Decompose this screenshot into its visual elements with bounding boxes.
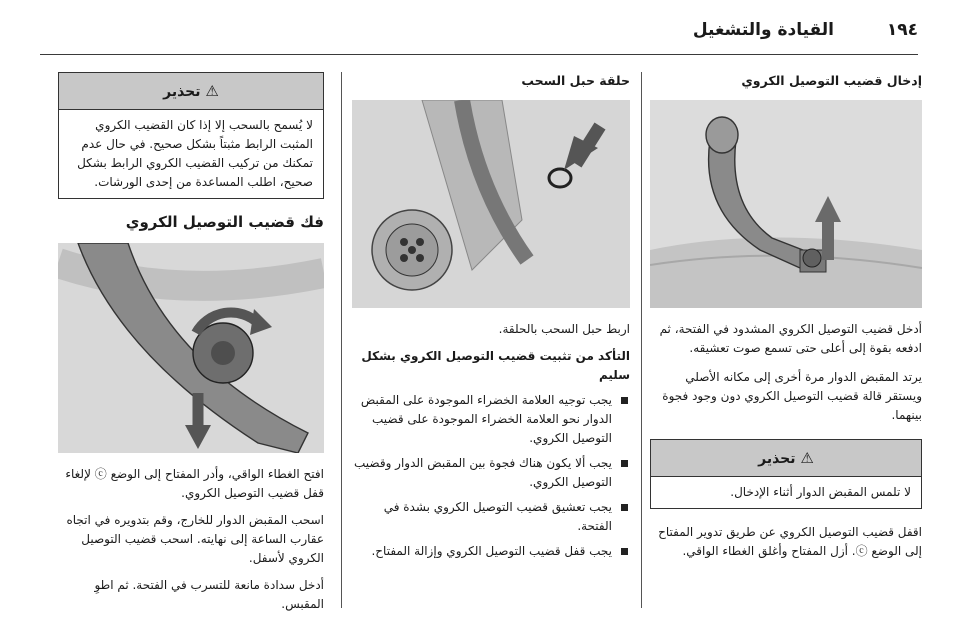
column-divider xyxy=(641,72,642,608)
warning-box xyxy=(650,439,922,509)
list-item: يجب قفل قضيب التوصيل الكروي وإزالة المفتاح. xyxy=(352,542,630,561)
paragraph: أدخل قضيب التوصيل الكروي المشدود في الفتحة، ثم ادفعه بقوة إلى أعلى حتى تسمع صوت تعشيقه. xyxy=(659,322,922,355)
column-insert-hitch xyxy=(650,72,922,561)
section-title: القيادة والتشغيل xyxy=(692,20,834,40)
warning-title: تحذير xyxy=(163,84,201,100)
bullet-square-icon xyxy=(621,397,628,404)
warning-title: تحذير xyxy=(758,451,796,467)
column-remove-hitch xyxy=(58,72,324,614)
figure-remove-hitch xyxy=(58,243,324,453)
warning-box xyxy=(58,72,324,199)
section-heading: حلقة حبل السحب xyxy=(521,73,630,88)
warning-text: لا تلمس المقبض الدوار أثناء الإدخال. xyxy=(730,485,911,499)
warning-triangle-icon: ⚠ xyxy=(800,449,814,467)
list-item: يجب تعشيق قضيب التوصيل الكروي بشدة في الفتحة. xyxy=(352,498,630,536)
warning-text: لا يُسمح بالسحب إلا إذا كان القضيب الكروي المثبت الرابط مثبتاً بشكل صحيح. في حال عدم تمكنك من تركيب القضيب الكروي الرابط بشكل صحيح، اطلب المساعدة من إحدى الورشات. xyxy=(77,118,313,189)
subheading: التأكد من تثبيت قضيب التوصيل الكروي بشكل سليم xyxy=(361,349,630,382)
page-header xyxy=(40,12,918,55)
paragraph: اقفل قضيب التوصيل الكروي عن طريق تدوير المفتاح إلى الوضع ⓒ. أزل المفتاح وأغلق الغطاء الواقي. xyxy=(658,525,922,558)
bullet-square-icon xyxy=(621,548,628,555)
figure-caption: اربط حبل السحب بالحلقة. xyxy=(498,322,630,336)
section-heading: فك قضيب التوصيل الكروي xyxy=(125,213,324,231)
warning-header xyxy=(651,440,921,477)
section-heading: إدخال قضيب التوصيل الكروي xyxy=(741,73,922,88)
figure-insert-hitch xyxy=(650,100,922,308)
list-item: يجب ألا يكون هناك فجوة بين المقبض الدوار وقضيب التوصيل الكروي. xyxy=(352,454,630,492)
checklist xyxy=(352,391,630,561)
figure-towing-eye xyxy=(352,100,630,308)
column-towing-eye xyxy=(352,72,630,567)
list-item: يجب توجيه العلامة الخضراء الموجودة على المقبض الدوار نحو العلامة الخضراء الموجودة على قضيب التوصيل الكروي. xyxy=(352,391,630,448)
paragraph: أدخل سدادة مانعة للتسرب في الفتحة. ثم اطوِ المقبس. xyxy=(94,578,324,611)
column-divider xyxy=(341,72,342,608)
paragraph: يرتد المقبض الدوار مرة أخرى إلى مكانه الأصلي ويستقر قالة قضيب التوصيل الكروي دون وجود فجوة بينهما. xyxy=(662,370,922,422)
paragraph: اسحب المقبض الدوار للخارج، وقم بتدويره في اتجاه عقارب الساعة إلى نهايته. اسحب قضيب التوصيل الكروي لأسفل. xyxy=(66,513,324,565)
page-number: ١٩٤ xyxy=(886,20,918,40)
warning-header xyxy=(59,73,323,110)
warning-triangle-icon: ⚠ xyxy=(205,82,219,100)
paragraph: افتح الغطاء الواقي، وأدر المفتاح إلى الوضع ⓒ لإلغاء قفل قضيب التوصيل الكروي. xyxy=(65,467,324,500)
bullet-square-icon xyxy=(621,460,628,467)
bullet-square-icon xyxy=(621,504,628,511)
